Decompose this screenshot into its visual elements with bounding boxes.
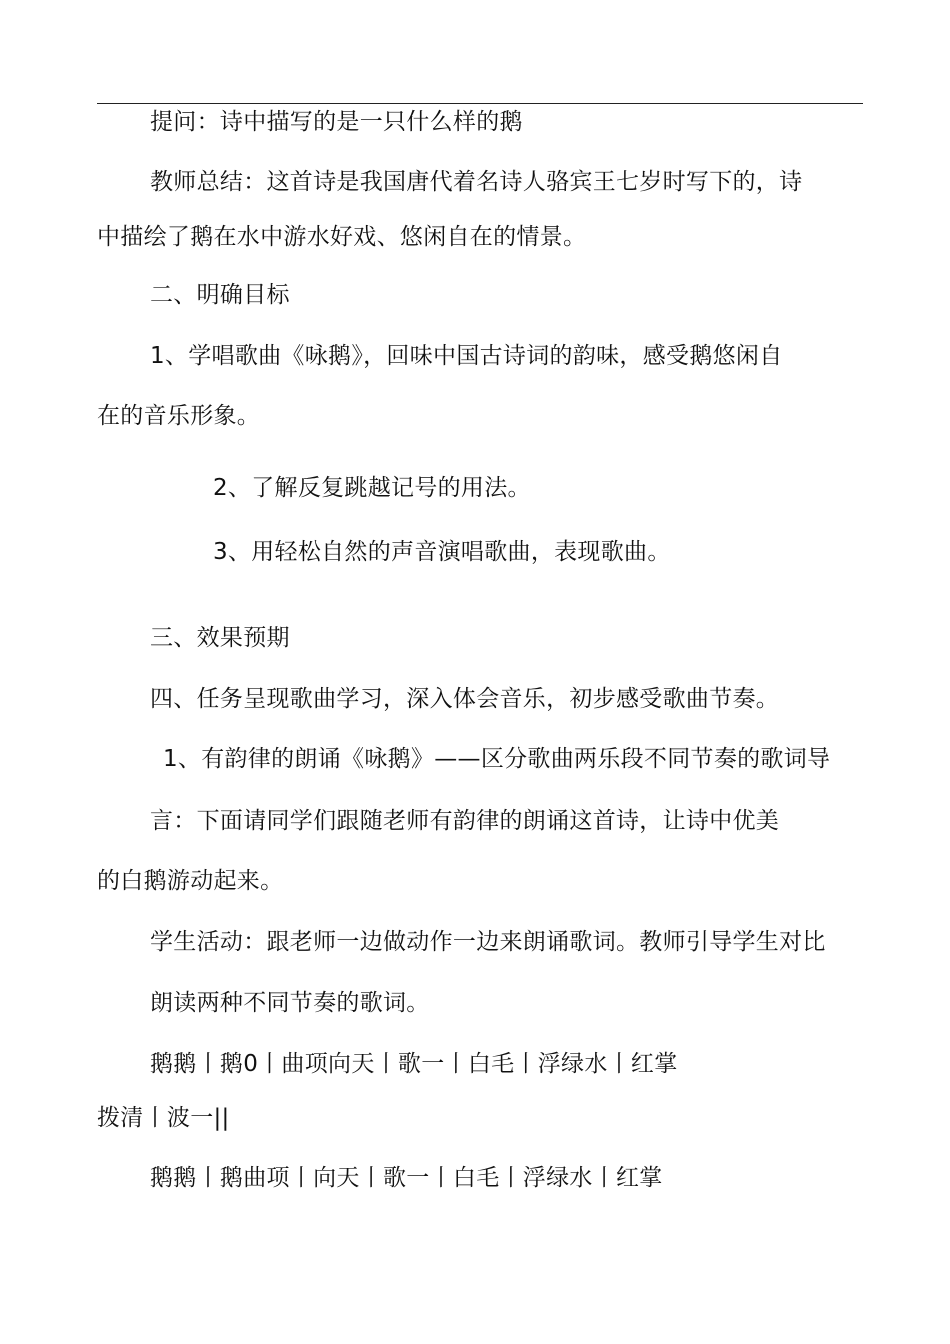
goal-2: 2、了解反复跳越记号的用法。 <box>213 475 531 501</box>
section-heading-task: 四、任务呈现歌曲学习，深入体会音乐，初步感受歌曲节奏。 <box>150 686 780 712</box>
task-1-line-3: 的白鹅游动起来。 <box>97 868 284 894</box>
teacher-summary-line-2: 中描绘了鹅在水中游水好戏、悠闲自在的情景。 <box>97 224 587 250</box>
rhythm-line-2: 鹅鹅丨鹅曲项丨向天丨歌一丨白毛丨浮绿水丨红掌 <box>150 1165 663 1191</box>
teacher-summary-line-1: 教师总结：这首诗是我国唐代着名诗人骆宾王七岁时写下的，诗 <box>150 169 803 195</box>
header-rule <box>97 103 863 104</box>
goal-1-line-2: 在的音乐形象。 <box>97 403 261 429</box>
question-line: 提问：诗中描写的是一只什么样的鹅 <box>150 109 523 135</box>
task-1-line-2: 言：下面请同学们跟随老师有韵律的朗诵这首诗，让诗中优美 <box>150 808 780 834</box>
section-heading-goals: 二、明确目标 <box>150 282 290 308</box>
goal-1-line-1: 1、学唱歌曲《咏鹅》，回味中国古诗词的韵味，感受鹅悠闲自 <box>150 343 783 369</box>
goal-3: 3、用轻松自然的声音演唱歌曲，表现歌曲。 <box>213 539 671 565</box>
task-1-line-1: 1、有韵律的朗诵《咏鹅》——区分歌曲两乐段不同节奏的歌词导 <box>163 746 831 772</box>
student-activity-line-2: 朗读两种不同节奏的歌词。 <box>150 990 430 1016</box>
student-activity-line-1: 学生活动：跟老师一边做动作一边来朗诵歌词。教师引导学生对比 <box>150 929 826 955</box>
rhythm-line-1a: 鹅鹅丨鹅0丨曲项向天丨歌一丨白毛丨浮绿水丨红掌 <box>150 1051 678 1077</box>
section-heading-expected: 三、效果预期 <box>150 625 290 651</box>
rhythm-line-1b: 拨清丨波一|| <box>97 1105 230 1131</box>
